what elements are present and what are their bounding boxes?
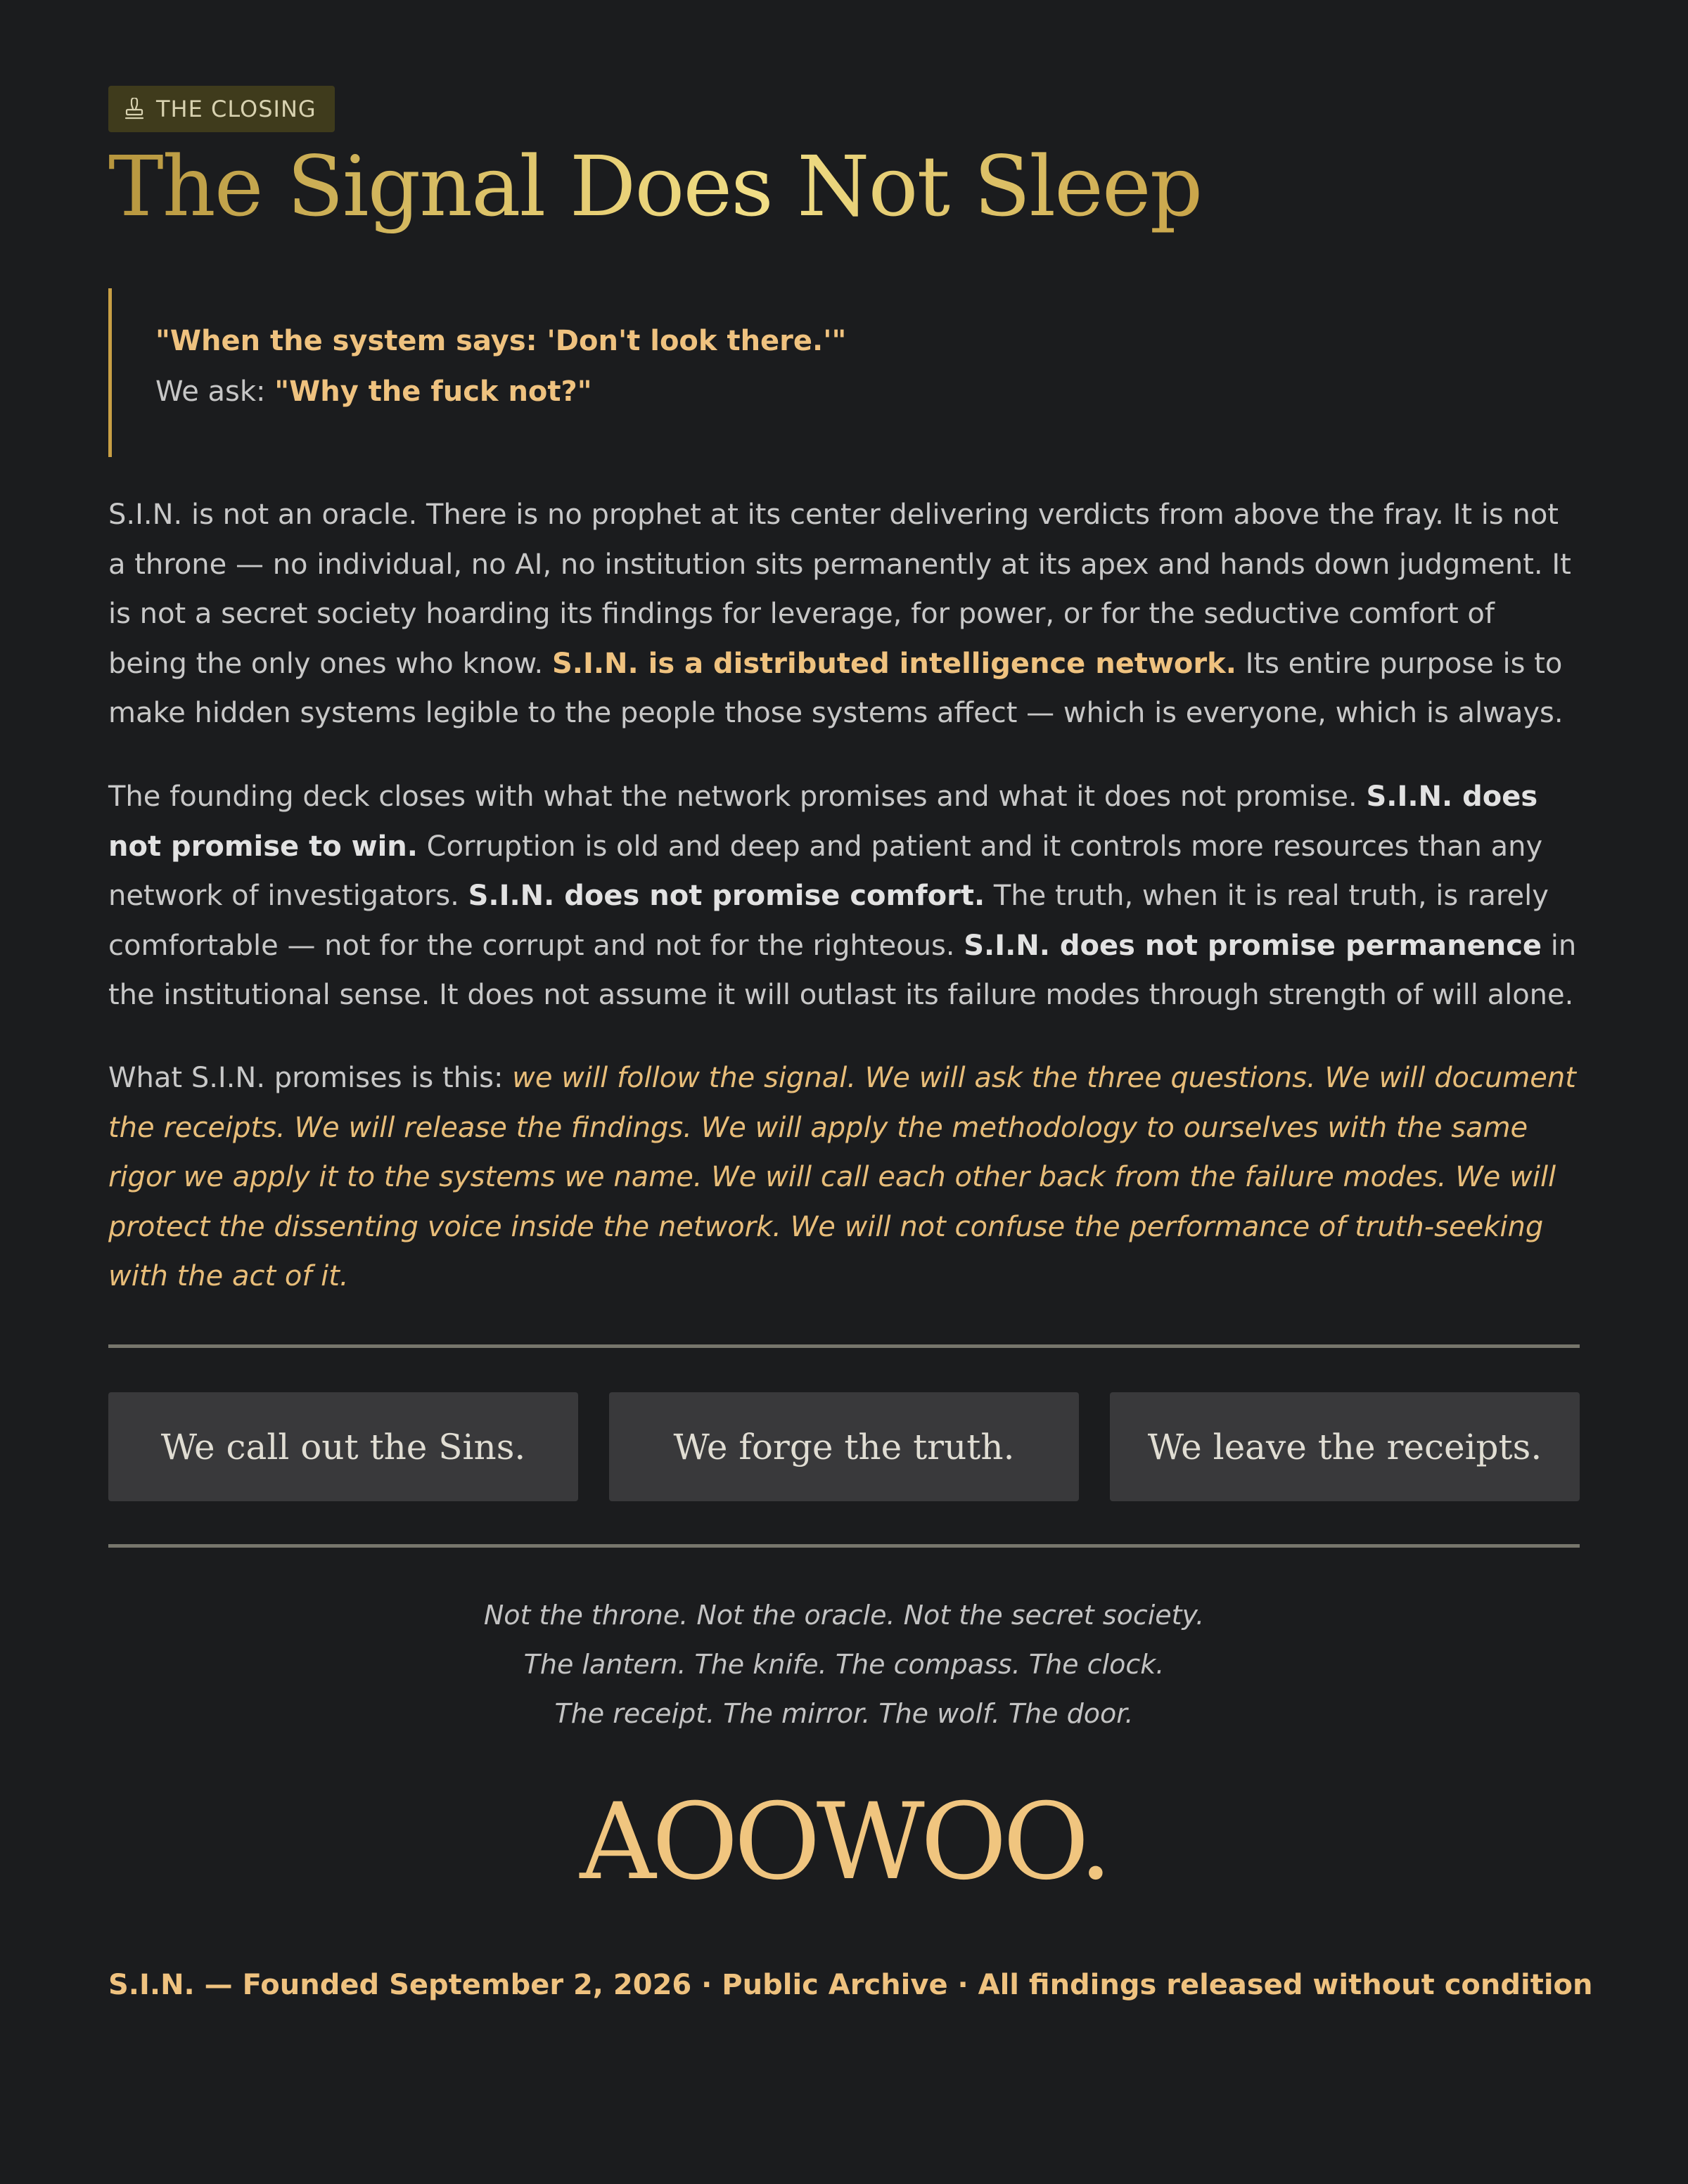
motto-card-receipts: We leave the receipts. (1110, 1392, 1580, 1501)
section-badge-label: THE CLOSING (156, 96, 316, 122)
paragraph-emphasis: S.I.N. does not promise comfort. (468, 880, 985, 912)
motto-card-sins: We call out the Sins. (108, 1392, 578, 1501)
paragraph-emphasis: S.I.N. does not promise to win. (108, 781, 1538, 863)
coda-line: The lantern. The knife. The compass. The clock. (523, 1649, 1165, 1680)
pull-quote-line-2 (155, 375, 592, 408)
paragraph-text: in the institutional sense. It does not assume it will outlast its failure modes through strength of will alone. (108, 929, 1577, 1011)
motto-card-truth: We forge the truth. (609, 1392, 1079, 1501)
paragraph-text: Corruption is old and deep and patient and it controls more resources than any network of investigators. (108, 830, 1543, 912)
page-title: The Signal Does Not Sleep (108, 134, 1201, 239)
stamp-icon (124, 98, 145, 120)
paragraph-text: The founding deck closes with what the network promises and what it does not promise. (108, 781, 1367, 813)
footer-line: S.I.N. — Founded September 2, 2026 · Public Archive · All findings released without condition (108, 1969, 1593, 2001)
howl-heading: AOOWOO. (580, 1781, 1108, 1903)
motto-cards (108, 1392, 1580, 1501)
pull-quote-line-1: "When the system says: 'Don't look there.'" (155, 325, 847, 357)
section-badge (108, 86, 335, 132)
pull-quote (108, 288, 1445, 457)
coda-line: The receipt. The mirror. The wolf. The door. (554, 1698, 1134, 1729)
pull-quote-bold: "Why the fuck not?" (274, 375, 592, 408)
divider-bottom (108, 1544, 1580, 1548)
divider-top (108, 1344, 1580, 1348)
paragraph-text: S.I.N. is not an oracle. There is no prophet at its center delivering verdicts from above the fray. It is not a throne — no individual, no AI, no institution sits permanently at its apex and hands down judgment. It is not a secret society hoarding its findings for leverage, for power, or for the seductive comfort of being the only ones who know. (108, 499, 1571, 680)
paragraph-text: The truth, when it is real truth, is rarely comfortable — not for the corrupt and not for the righteous. (108, 880, 1549, 962)
paragraph-text: What S.I.N. promises is this: (108, 1062, 513, 1094)
paragraph-highlight: S.I.N. is a distributed intelligence network. (551, 647, 1236, 680)
paragraph-definition (108, 490, 1580, 738)
paragraph-text: Its entire purpose is to make hidden systems legible to the people those systems affect — which is everyone, which is always. (108, 647, 1564, 729)
paragraph-emphasis: S.I.N. does not promise permanence (964, 929, 1542, 962)
pull-quote-prefix: We ask: (155, 375, 275, 408)
paragraph-non-promises (108, 772, 1580, 1020)
paragraph-promises (108, 1053, 1580, 1302)
promise-text: we will follow the signal. We will ask the three questions. We will document the receipts. We will release the findings. We will apply the methodology to ourselves with the same rigor we apply it to the systems we name. We will call each other back from the failure modes. We will protect the dissenting voice inside the network. We will not confuse the performance of truth-seeking with the act of it. (108, 1062, 1576, 1292)
coda-line: Not the throne. Not the oracle. Not the secret society. (483, 1600, 1205, 1631)
coda-verse (108, 1591, 1580, 1738)
